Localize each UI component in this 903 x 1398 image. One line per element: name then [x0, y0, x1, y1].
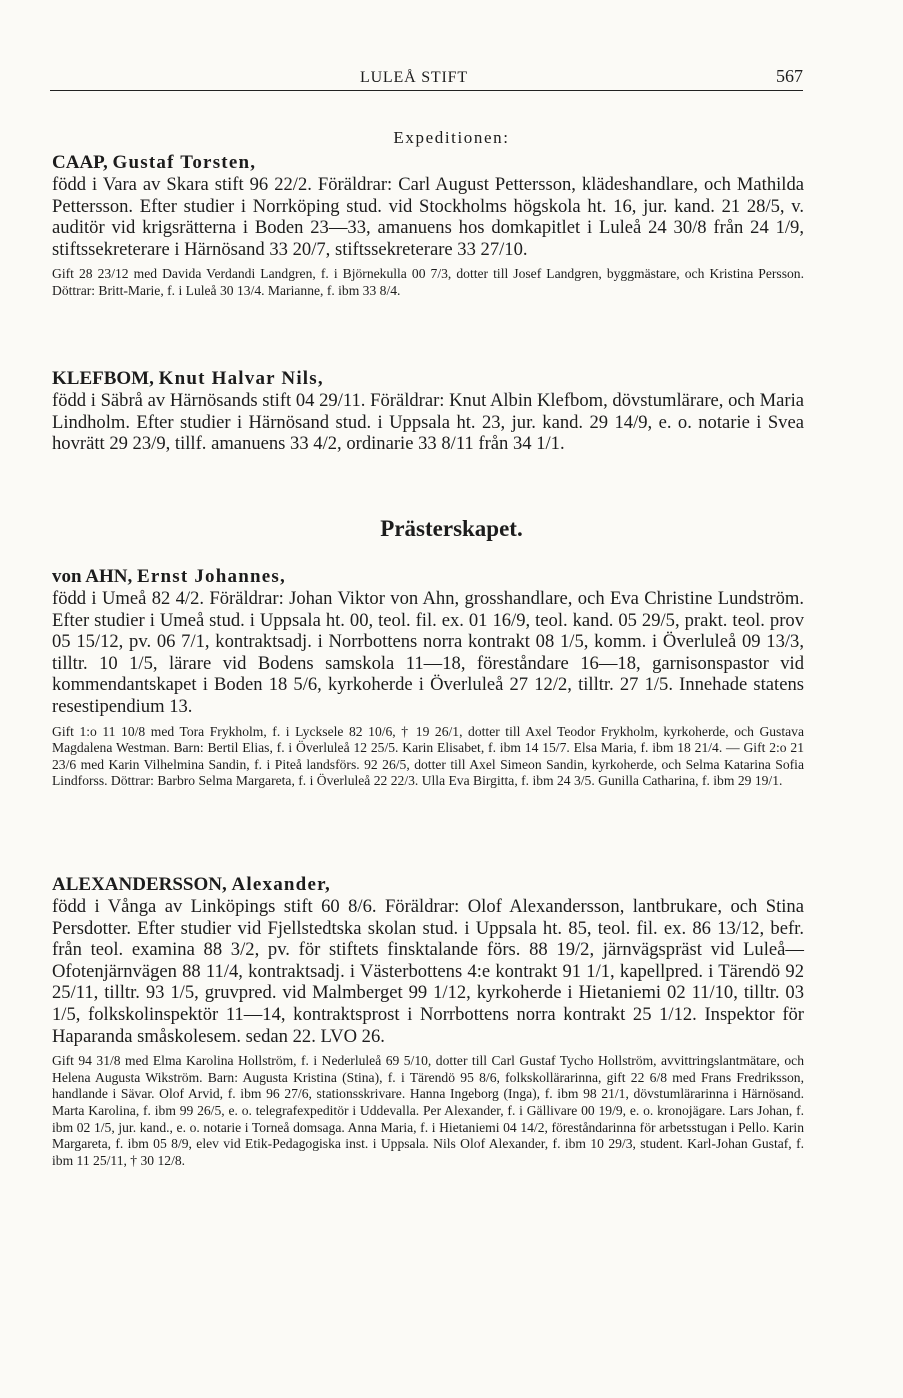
entry-given-names: Gustaf Torsten,: [112, 152, 257, 173]
section-heading-clergy: Prästerskapet.: [380, 516, 523, 541]
entry-klefbom: [52, 368, 804, 455]
entry-name: [52, 368, 804, 390]
entry-biography: född i Umeå 82 4/2. Föräldrar: Johan Viktor von Ahn, grosshandlare, och Eva Christine Lundström. Efter studier i Umeå stud. i Uppsala ht. 00, teol. fil. ex. 01 16/9, teol. kand. 05 29/5, prakt. teol. prov 05 15/12, pv. 06 7/1, kontraktsadj. i Norrbottens norra kontrakt 08 1/5, komm. i Överluleå 09 13/3, tilltr. 10 1/5, lärare vid Bodens samskola 11—18, föreståndare 16—18, garnisonspastor vid kommendantskapet i Boden 18 5/6, kyrkoherde i Överluleå 27 12/2, tilltr. 27 1/5. Innehade statens resestipendium 13.: [52, 588, 804, 717]
entry-name: [52, 874, 804, 896]
entry-family: Gift 1:o 11 10/8 med Tora Frykholm, f. i Lycksele 82 10/6, † 19 26/1, dotter till Axel Teodor Frykholm, kyrkoherde, och Gustava Magdalena Westman. Barn: Bertil Elias, f. i Överluleå 12 25/5. Karin Elisabet, f. ibm 14 15/7. Elsa Maria, f. ibm 18 21/4. — Gift 2:o 21 23/6 med Karin Vilhelmina Sandin, f. i Piteå landsförs. 92 26/5, dotter till Axel Simeon Sandin, kyrkoherde, och Selma Katarina Sofia Lindforss. Döttrar: Barbro Selma Margareta, f. i Överluleå 22 22/3. Ulla Eva Birgitta, f. ibm 24 3/5. Gunilla Catharina, f. ibm 29 19/1.: [52, 723, 804, 789]
entry-name: [52, 152, 804, 174]
running-header: [50, 66, 803, 91]
entry-alexandersson: [52, 874, 804, 1169]
entry-biography: född i Säbrå av Härnösands stift 04 29/11. Föräldrar: Knut Albin Klefbom, dövstumlärare, och Maria Lindholm. Efter studier i Härnösand stud. i Uppsala ht. 23, jur. kand. 29 14/9, e. o. notarie i Svea hovrätt 29 23/9, tillf. amanuens 33 4/2, ordinarie 33 8/11 från 34 1/1.: [52, 390, 804, 455]
section-heading-expedition: Expeditionen:: [393, 128, 510, 147]
entry-surname: ALEXANDERSSON,: [52, 874, 227, 895]
page-number: 567: [776, 66, 803, 86]
entry-family: Gift 28 23/12 med Davida Verdandi Landgren, f. i Björnekulla 00 7/3, dotter till Josef Landgren, byggmästare, och Kristina Persson. Döttrar: Britt-Marie, f. i Luleå 30 13/4. Marianne, f. ibm 33 8/4.: [52, 266, 804, 298]
entry-surname: CAAP,: [52, 152, 108, 173]
entry-von-ahn: [52, 566, 804, 790]
entry-surname: von AHN,: [52, 566, 133, 587]
entry-name: [52, 566, 804, 588]
header-title: LULEÅ STIFT: [360, 69, 468, 86]
entry-given-names: Knut Halvar Nils,: [158, 368, 324, 389]
entry-given-names: Ernst Johannes,: [137, 566, 286, 587]
entry-biography: född i Vara av Skara stift 96 22/2. Föräldrar: Carl August Pettersson, klädeshandlare, och Mathilda Pettersson. Efter studier i Norrköping stud. vid Stockholms högskola ht. 16, jur. kand. 21 28/5, v. auditör vid krigsrätterna i Boden 23—33, amanuens hos domkapitlet i Luleå 24 30/8 från 24 1/9, stiftssekreterare i Härnösand 33 20/7, stiftssekreterare 33 27/10.: [52, 174, 804, 260]
entry-family: Gift 94 31/8 med Elma Karolina Hollström, f. i Nederluleå 69 5/10, dotter till Carl Gustaf Tycho Hollström, avvittringslantmätare, och Helena Augusta Wikström. Barn: Augusta Kristina (Stina), f. i Tärendö 95 8/6, folkskollärarinna, gift 22 6/8 med Frans Fredriksson, handlande i Sävar. Olof Arvid, f. ibm 96 27/6, stationsskrivare. Hanna Ingeborg (Inga), f. ibm 98 21/1, dövstumlärarinna i Härnösand. Marta Karolina, f. ibm 99 26/5, e. o. telegrafexpeditör i Uddevalla. Per Alexander, f. i Gällivare 00 19/9, e. o. kronojägare. Lars Johan, f. ibm 02 1/5, jur. kand., e. o. notarie i Torneå domsaga. Anna Maria, f. i Hietaniemi 04 14/2, föreståndarinna för arbetsstugan i Pello. Karin Margareta, f. ibm 05 8/9, elev vid Etik-Pedagogiska inst. i Uppsala. Nils Olof Alexander, f. ibm 10 29/3, student. Karl-Johan Gustaf, f. ibm 11 25/11, † 30 12/8.: [52, 1053, 804, 1168]
entry-caap: [52, 152, 804, 300]
entry-given-names: Alexander,: [231, 874, 331, 895]
entry-biography: född i Vånga av Linköpings stift 60 8/6. Föräldrar: Olof Alexandersson, lantbrukare, och Stina Persdotter. Efter studier vid Fjellstedtska skolan stud. i Uppsala ht. 85, teol. fil. ex. 86 13/12, befr. från teol. examina 88 3/2, pv. för stiftets finsktalande förs. 88 19/2, järnvägspräst vid Luleå—Ofotenjärnvägen 88 11/4, kontraktsadj. i Västerbottens 4:e kontrakt 91 1/1, kapellpred. i Tärendö 92 25/11, tilltr. 93 1/5, gruvpred. vid Malmberget 99 1/12, kyrkoherde i Hietaniemi 02 11/10, tilltr. 03 1/5, folkskolinspektör 11—14, kontraktsprost i Norrbottens norra kontrakt 25 1/12. Inspektor för Haparanda småskolesem. sedan 22. LVO 26.: [52, 896, 804, 1047]
entry-surname: KLEFBOM,: [52, 368, 154, 389]
